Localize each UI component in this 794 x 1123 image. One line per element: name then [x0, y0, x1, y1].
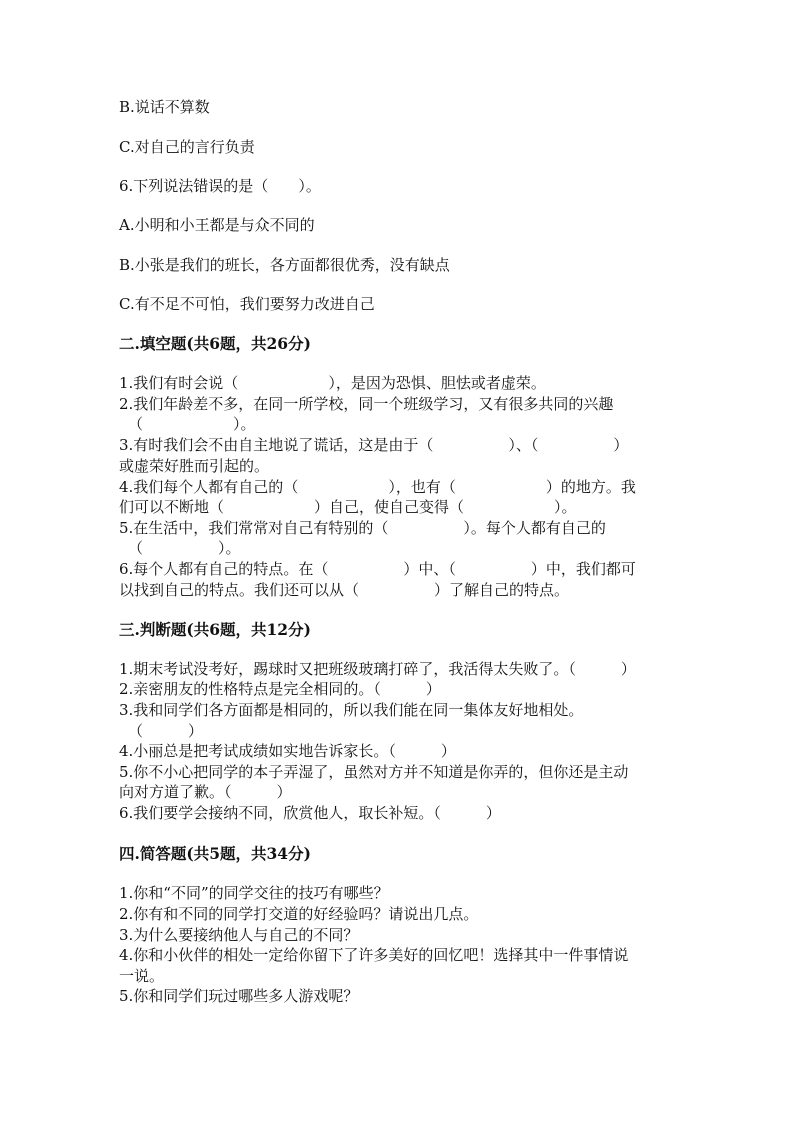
question-6-option-b: B.小张是我们的班长，各方面都很优秀，没有缺点 [119, 256, 450, 274]
fill-in-line: 或虚荣好胜而引起的。 [119, 457, 270, 475]
question-6-option-a: A.小明和小王都是与众不同的 [119, 216, 315, 234]
true-false-line: 1.期末考试没考好，踢球时又把班级玻璃打碎了，我活得太失败了。（ ） [119, 660, 636, 678]
true-false-line: 2.亲密朋友的性格特点是完全相同的。（ ） [119, 680, 441, 698]
question-6-option-c: C.有不足不可怕，我们要努力改进自己 [119, 295, 375, 313]
option-c: C.对自己的言行负责 [119, 138, 255, 156]
true-false-line: 6.我们要学会接纳不同，欣赏他人，取长补短。（ ） [119, 804, 501, 822]
true-false-line: 5.你不小心把同学的本子弄湿了，虽然对方并不知道是你弄的，但你还是主动 [119, 763, 629, 781]
section-heading-true-false: 三.判断题(共6题，共12分) [119, 620, 311, 639]
fill-in-line: （ ）。 [128, 415, 256, 433]
fill-in-line: 以找到自己的特点。我们还可以从（ ）了解自己的特点。 [119, 581, 570, 599]
short-answer-line: 3.为什么要接纳他人与自己的不同？ [119, 926, 359, 944]
short-answer-line: 5.你和同学们玩过哪些多人游戏呢？ [119, 987, 359, 1005]
section-heading-fill-in: 二.填空题(共6题，共26分) [119, 334, 311, 353]
short-answer-line: 1.你和“不同”的同学交往的技巧有哪些？ [119, 884, 389, 902]
fill-in-line: 1.我们有时会说（ ），是因为恐惧、胆怯或者虚荣。 [119, 374, 546, 392]
short-answer-line: 4.你和小伙伴的相处一定给你留下了许多美好的回忆吧！选择其中一件事情说 [119, 946, 629, 964]
fill-in-line: 3.有时我们会不由自主地说了谎话，这是由于（ ）、（ ） [119, 436, 629, 454]
true-false-line: 4.小丽总是把考试成绩如实地告诉家长。（ ） [119, 742, 456, 760]
true-false-line: 3.我和同学们各方面都是相同的，所以我们能在同一集体友好地相处。 [119, 701, 584, 719]
fill-in-line: 5.在生活中，我们常常对自己有特别的（ ）。每个人都有自己的 [119, 519, 606, 537]
true-false-line: 向对方道了歉。（ ） [119, 783, 292, 801]
fill-in-line: （ ）。 [128, 539, 241, 557]
fill-in-line: 6.每个人都有自己的特点。在（ ）中、（ ）中，我们都可 [119, 560, 636, 578]
fill-in-line: 4.我们每个人都有自己的（ ），也有（ ）的地方。我 [119, 478, 636, 496]
fill-in-line: 们可以不断地（ ）自己，使自己变得（ ）。 [119, 498, 577, 516]
option-b: B.说话不算数 [119, 98, 210, 116]
fill-in-line: 2.我们年龄差不多，在同一所学校，同一个班级学习，又有很多共同的兴趣 [119, 395, 614, 413]
short-answer-line: 2.你有和不同的同学打交道的好经验吗？请说出几点。 [119, 905, 479, 923]
question-6: 6.下列说法错误的是（ ）。 [119, 177, 321, 195]
true-false-line: （ ） [128, 722, 204, 740]
section-heading-short-answer: 四.简答题(共5题，共34分) [119, 844, 311, 863]
short-answer-line: 一说。 [119, 967, 165, 985]
